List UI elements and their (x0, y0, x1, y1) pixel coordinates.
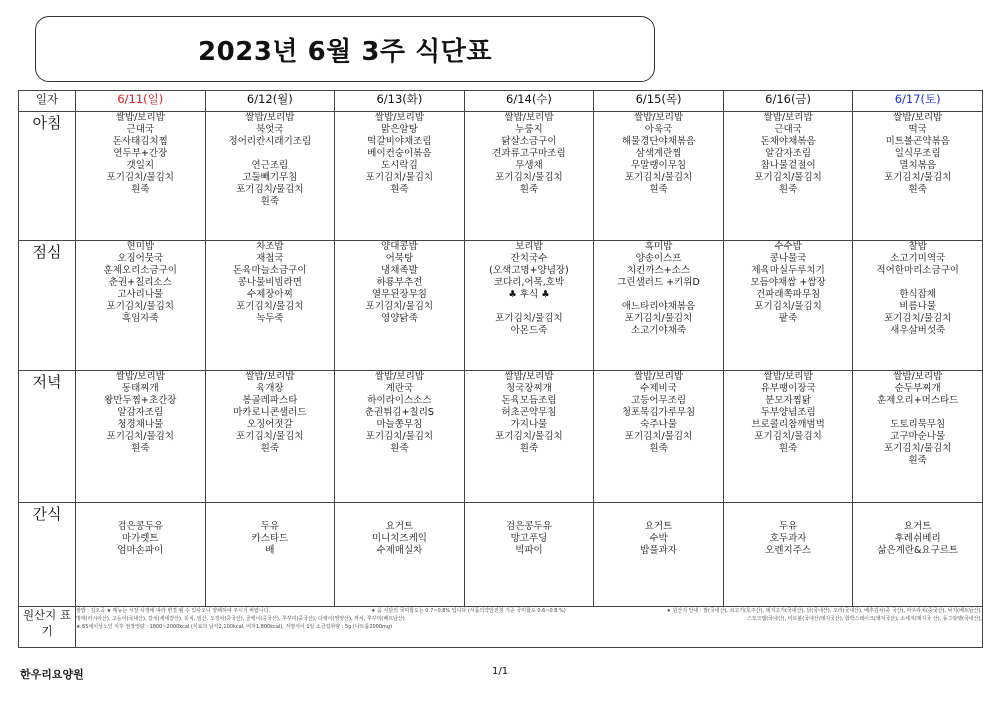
menu-item: 흰죽 (519, 184, 539, 195)
menu-item: 제육마실두루치기 (751, 265, 825, 276)
menu-item: 흰죽 (519, 443, 539, 454)
page-title: 2023년 6월 3주 식단표 (198, 36, 492, 67)
menu-item: 흰죽 (390, 443, 409, 454)
menu-item: ♣ 후식 ♣ (508, 289, 550, 300)
menu-item: 현미밥 (126, 241, 155, 252)
menu-item: 돈채야채볶음 (760, 136, 816, 147)
menu-item: 아욱국 (644, 124, 673, 135)
menu-item: 알감자조림 (765, 148, 812, 159)
menu-cell (335, 371, 465, 503)
menu-item (465, 301, 594, 313)
meal-label: 간식 (19, 503, 76, 607)
menu-item: 요거트 (385, 521, 414, 532)
menu-cell (723, 503, 853, 607)
menu-item: 흰죽 (390, 184, 409, 195)
menu-item: 청국장찌개 (506, 383, 552, 394)
menu-item: 멸치볶음 (899, 160, 937, 171)
menu-item: 포기김치/물김치 (106, 172, 174, 183)
menu-item: 열무된장무침 (371, 289, 427, 300)
menu-item: 포기김치/물김치 (754, 172, 822, 183)
menu-item: 애느타리야채볶음 (621, 301, 696, 312)
menu-item: 빅파이 (515, 545, 543, 556)
menu-cell (205, 112, 335, 241)
day-header: 6/15(목) (594, 91, 724, 112)
menu-item: 포기김치/물김치 (495, 172, 563, 183)
menu-item: 수제장아찌 (246, 289, 293, 300)
menu-item: 흰죽 (260, 443, 280, 454)
menu-item: 쌀밥/보리밥 (893, 371, 943, 382)
menu-item: 쌀밥/보리밥 (374, 112, 424, 123)
menu-cell (853, 112, 983, 241)
menu-item: 돈사태김치찜 (112, 136, 168, 147)
menu-item: 포기김치/물김치 (106, 301, 174, 312)
origin-note: ★ 원산지 안내 : 쌀(국내산), 쇠고기(호주산), 돼지고기(국내산), 닭(국내산), 오리(국내산), 배추김치(중 국산), 마우라치(중국산), 낙지(베트남산), (666, 608, 982, 614)
menu-item: 포기김치/물김치 (236, 301, 304, 312)
menu-item: 포기김치/물김치 (236, 184, 304, 195)
menu-cell (594, 371, 724, 503)
menu-cell (76, 371, 206, 503)
meal-row-dinner (19, 371, 983, 503)
menu-item: 포기김치/물김치 (624, 172, 693, 183)
menu-item: 봉골레파스타 (242, 395, 298, 406)
menu-cell (205, 503, 335, 607)
organization-name: 한우리요양원 (20, 668, 84, 681)
menu-item: 소고기미역국 (890, 253, 946, 264)
menu-item: 참나물겉절이 (760, 160, 816, 171)
menu-item: 왕만두찜+초간장 (104, 395, 177, 406)
menu-item: 카스타드 (251, 533, 289, 544)
menu-item (853, 407, 982, 419)
menu-item: 청포묵김가루무침 (621, 407, 696, 418)
menu-item: 훈제오리소금구이 (103, 265, 177, 276)
menu-item: 두부양념조림 (760, 407, 816, 418)
menu-item: 후레쉬베리 (894, 533, 941, 544)
menu-item: 잔치국수 (510, 253, 548, 264)
menu-item: 요거트 (903, 521, 932, 532)
menu-cell (464, 241, 594, 371)
menu-item: 맑은알탕 (381, 124, 418, 135)
menu-item: 흰죽 (649, 184, 668, 195)
menu-item: 베이컨숭이볶음 (367, 148, 432, 159)
menu-item: 쌀밥/보리밥 (633, 112, 684, 123)
menu-item: 밥풀과자 (640, 545, 677, 556)
menu-item: 치킨까스+소스 (627, 265, 691, 276)
title-box (35, 16, 655, 82)
menu-item: 쌀밥/보리밥 (504, 371, 554, 382)
menu-item: 떡국 (908, 124, 927, 135)
menu-item: 흰죽 (260, 196, 280, 207)
menu-item: 무말랭이무침 (631, 160, 687, 171)
menu-item: 알감자조림 (117, 407, 164, 418)
menu-cell (594, 112, 724, 241)
menu-item: 흰죽 (649, 443, 668, 454)
menu-item: 분모자찜닭 (765, 395, 812, 406)
origin-notes (76, 607, 983, 648)
menu-item: 마가렛트 (121, 533, 159, 544)
menu-item: 고둘빼기무침 (242, 172, 298, 183)
menu-item: 녹두죽 (256, 313, 284, 324)
menu-item: 포기김치/물김치 (495, 431, 563, 442)
menu-item: 브로콜리참깨범벅 (751, 419, 825, 430)
menu-item: 수제비국 (640, 383, 677, 394)
day-header: 6/16(금) (723, 91, 853, 112)
menu-cell (723, 371, 853, 503)
menu-item: 건파래쪽파무침 (755, 289, 821, 300)
menu-item: 쌀밥/보리밥 (115, 371, 165, 382)
menu-item: 연두부+간장 (113, 148, 168, 159)
menu-item: 쌀밥/보리밥 (115, 112, 165, 123)
menu-item: 냉채족발 (381, 265, 418, 276)
menu-item: 견과류고구마조림 (492, 148, 566, 159)
menu-cell (464, 112, 594, 241)
menu-item: 정어리칸시래기조림 (228, 136, 312, 147)
menu-item: 오징어뭇국 (117, 253, 164, 264)
meal-row-lunch (19, 241, 983, 371)
menu-cell (205, 241, 335, 371)
origin-row (19, 607, 983, 648)
header-row (19, 91, 983, 112)
menu-item: 쌀밥/보리밥 (374, 371, 424, 382)
menu-item: 양송이스프 (635, 253, 682, 264)
day-header: 6/17(토) (853, 91, 983, 112)
menu-cell (76, 241, 206, 371)
menu-item: 쌀밥/보리밥 (763, 371, 813, 382)
menu-item: 마늘쫑무침 (376, 419, 423, 430)
menu-item: 포기김치/물김치 (883, 313, 952, 324)
menu-item: 포기김치/물김치 (624, 431, 693, 442)
menu-item: 오징어젓갈 (246, 419, 293, 430)
menu-item: 팥죽 (778, 313, 798, 324)
menu-item: 새우살버섯죽 (890, 325, 946, 336)
menu-item: 포기김치/물김치 (106, 431, 174, 442)
menu-item: 흰죽 (778, 443, 798, 454)
meal-label: 아침 (19, 112, 76, 241)
menu-item: 흰죽 (131, 184, 150, 195)
menu-cell (335, 112, 465, 241)
menu-item: 포기김치/물김치 (754, 301, 822, 312)
menu-item: 고사리나물 (117, 289, 164, 300)
menu-cell (464, 503, 594, 607)
menu-item: 도토리묵무침 (890, 419, 946, 430)
menu-item: 배 (265, 545, 275, 556)
menu-cell (335, 503, 465, 607)
menu-item: 유부팽이장국 (760, 383, 816, 394)
menu-item: 돈육모듬조림 (501, 395, 557, 406)
menu-item: 모듬야채쌈 +쌈장 (750, 277, 826, 288)
menu-item: 무생채 (515, 160, 543, 171)
menu-item: 오렌지주스 (765, 545, 812, 556)
menu-item: 숙주나물 (640, 419, 677, 430)
menu-item (853, 277, 982, 289)
origin-note: 명태(러시아산), 고등어(국내산), 갈치(세네갈산), 꽁치, 임산, 오징어(중국산), 골뱅이(중국산), 쭈꾸미(중국산), 다랭이(영양산), 까치, 쭈꾸미(베트남산) (76, 616, 405, 622)
menu-item: 차조밥 (256, 241, 284, 252)
menu-item: 청경채나물 (117, 419, 164, 430)
meal-label: 점심 (19, 241, 76, 371)
menu-item: 흑미밥 (644, 241, 673, 252)
menu-item: 쌀밥/보리밥 (763, 112, 813, 123)
menu-item: 한식잡채 (899, 289, 937, 300)
menu-item: 포기김치/물김치 (236, 431, 304, 442)
menu-item: 요거트 (644, 521, 673, 532)
menu-cell (205, 371, 335, 503)
menu-item: 하룡부추전 (376, 277, 423, 288)
menu-item: 포기김치/물김치 (365, 172, 434, 183)
menu-cell (594, 241, 724, 371)
menu-item: 쌀밥/보리밥 (633, 371, 684, 382)
menu-item: 찰밥 (908, 241, 927, 252)
menu-item: 흰죽 (778, 184, 798, 195)
menu-cell (335, 241, 465, 371)
menu-item: 근대국 (126, 124, 155, 135)
menu-item: 일식무조림 (894, 148, 941, 159)
menu-item: 고등어무조림 (631, 395, 687, 406)
menu-item: 삼색계란찜 (635, 148, 682, 159)
menu-item: 포기김치/물김치 (754, 431, 822, 442)
menu-item: 아몬드죽 (510, 325, 548, 336)
menu-cell (464, 371, 594, 503)
menu-item: 미트볼곤약볶음 (885, 136, 950, 147)
menu-item: 근대국 (774, 124, 802, 135)
menu-item: 망고푸딩 (510, 533, 548, 544)
menu-item: 돈육마늘소금구이 (233, 265, 307, 276)
menu-item: 포기김치/물김치 (365, 431, 434, 442)
menu-item: 양대콩밥 (381, 241, 418, 252)
menu-item: 가지나물 (510, 419, 548, 430)
menu-item: 영양닭죽 (381, 313, 418, 324)
menu-item: 포기김치/물김치 (365, 301, 434, 312)
menu-item: 포기김치/물김치 (624, 313, 693, 324)
menu-item: 호두과자 (769, 533, 807, 544)
menu-item: 고구마순나물 (890, 431, 946, 442)
menu-item: 춘권튀김+칠리S (364, 407, 434, 418)
menu-cell (76, 503, 206, 607)
menu-item: 해물경단야채볶음 (621, 136, 696, 147)
menu-item: 허초곤약무침 (501, 407, 557, 418)
meal-row-breakfast (19, 112, 983, 241)
menu-cell (723, 241, 853, 371)
menu-item (594, 289, 723, 301)
origin-note: 쌀밥 : 김오곡 ★ 메뉴는 시장 사정에 따라 변경 될 수 있사오니 양해하여 주시기 바랍니다. (76, 608, 271, 614)
day-header: 6/14(수) (464, 91, 594, 112)
menu-item: 검은콩두유 (117, 521, 164, 532)
menu-item: 수수밥 (774, 241, 802, 252)
menu-item: 북엇국 (256, 124, 284, 135)
menu-item: 두유 (260, 521, 280, 532)
origin-note: ★ 음 식단의 국미합도는 0.7~0.8% 입니다 (식품의약안전청 기준 국미합도 0.6~0.8 %) (371, 608, 566, 614)
menu-item: 하이라이스소스 (367, 395, 432, 406)
menu-item: 그린샐러드 +키위D (617, 277, 700, 288)
menu-item: 쌀밥/보리밥 (245, 112, 295, 123)
menu-item: 흰죽 (908, 184, 927, 195)
menu-item: 계란국 (385, 383, 414, 394)
menu-item: 흰죽 (131, 443, 150, 454)
menu-item: 콩나물비빔라면 (237, 277, 302, 288)
menu-cell (723, 112, 853, 241)
menu-item: 적어한마리소금구이 (876, 265, 959, 276)
origin-note: 스모크햄(국내산), 미트볼(국내산/돼지국산), 함박스테이크(돼지국산), 소세지(돼지국 산), 동그랑땡(국내산), (746, 616, 982, 622)
menu-item: 갯일지 (126, 160, 155, 171)
menu-item: 동태찌개 (121, 383, 159, 394)
menu-item: 쌀밥/보리밥 (893, 112, 943, 123)
menu-item: 삶은계란&요구르트 (877, 545, 959, 556)
menu-item: 비름나물 (899, 301, 937, 312)
menu-item (206, 148, 335, 160)
menu-item: 두유 (778, 521, 798, 532)
menu-item: 수박 (649, 533, 668, 544)
menu-item: 쌀밥/보리밥 (504, 112, 554, 123)
menu-item: 흑임자죽 (121, 313, 159, 324)
menu-cell (76, 112, 206, 241)
meal-row-snack (19, 503, 983, 607)
menu-item: 재첩국 (256, 253, 284, 264)
day-header: 6/12(월) (205, 91, 335, 112)
day-header: 6/11(일) (76, 91, 206, 112)
menu-item: 떡갈비야채조림 (367, 136, 432, 147)
menu-item: 닭살소금구이 (501, 136, 557, 147)
menu-item: 연근조림 (251, 160, 289, 171)
origin-label: 원산지 표기 (19, 607, 76, 648)
menu-cell (853, 503, 983, 607)
menu-item: 포기김치/물김치 (883, 172, 952, 183)
menu-item: 엄마손파이 (117, 545, 164, 556)
menu-item: 육개장 (256, 383, 284, 394)
menu-cell (594, 503, 724, 607)
menu-item: 도시락김 (381, 160, 418, 171)
menu-item: 누룽지 (515, 124, 543, 135)
menu-item: 춘권+칠리소스 (108, 277, 172, 288)
menu-item: 보리밥 (515, 241, 543, 252)
date-header-label: 일자 (19, 91, 76, 112)
page-number: 1/1 (492, 666, 509, 677)
menu-item: 미니치즈케익 (371, 533, 427, 544)
menu-item: 코다리,어묵,호박 (493, 277, 565, 288)
menu-item: 쌀밥/보리밥 (245, 371, 295, 382)
menu-table (18, 90, 983, 648)
meal-label: 저녁 (19, 371, 76, 503)
menu-item: (오색고명+양념장) (489, 265, 569, 276)
menu-item: 소고기야채죽 (631, 325, 687, 336)
menu-item: 어묵탕 (385, 253, 414, 264)
menu-item: 수제매실차 (376, 545, 423, 556)
menu-item: 순두부찌개 (894, 383, 941, 394)
menu-cell (853, 241, 983, 371)
day-header: 6/13(화) (335, 91, 465, 112)
menu-item: 마카로니콘샐러드 (233, 407, 307, 418)
menu-item: 포기김치/물김치 (883, 443, 952, 454)
menu-item: 훈제오리+머스타드 (876, 395, 959, 406)
menu-cell (853, 371, 983, 503)
menu-item: 검은콩두유 (506, 521, 552, 532)
menu-item: 흰죽 (908, 455, 927, 466)
menu-item: 콩나물국 (769, 253, 807, 264)
menu-item: 포기김치/물김치 (495, 313, 563, 324)
origin-note: ★ 65세이상노인 식후 권장열량 : 1800~2000kcal (식료의 남자2,100kcal, 여자1,800kcal), 저염식이 1일 소금섭취량 : 5g (나트륨2000mg) (76, 624, 393, 630)
